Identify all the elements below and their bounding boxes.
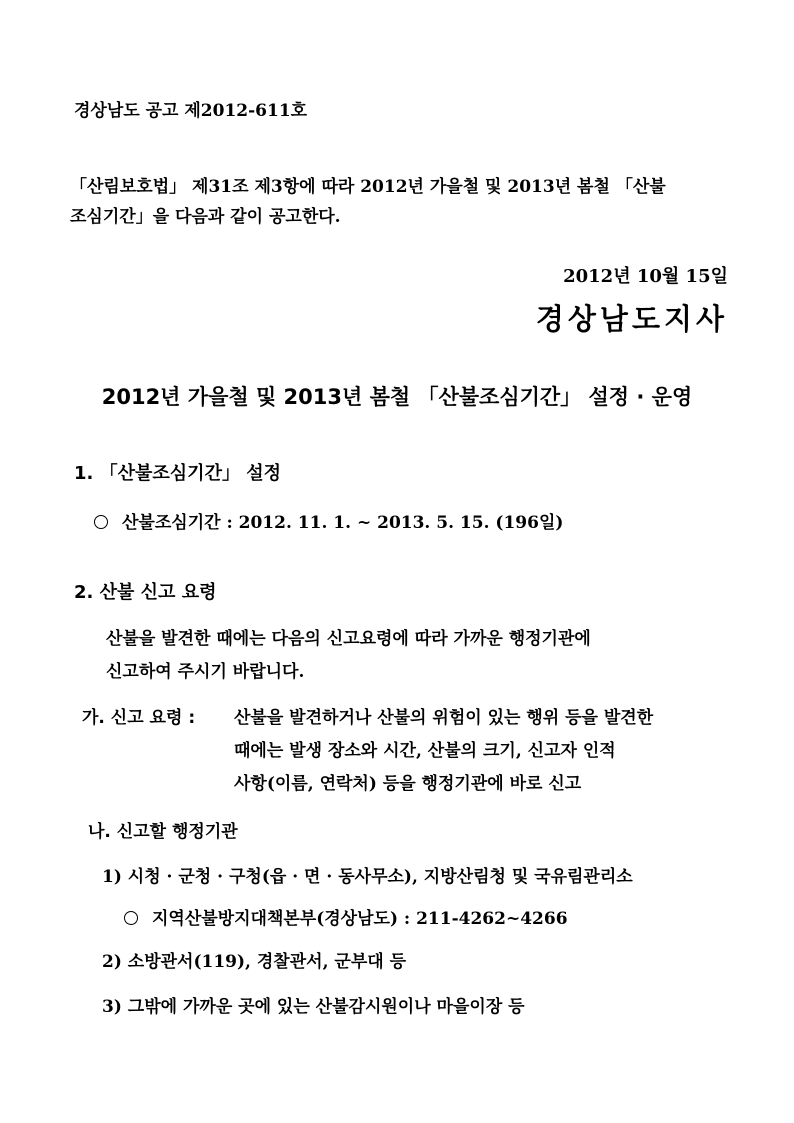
section-2-paragraph-line-1: 산불을 발견한 때에는 다음의 신고요령에 따라 가까운 행정기관에	[106, 629, 591, 649]
agency-item-3: 3) 그밖에 가까운 곳에 있는 산불감시원이나 마을이장 등	[102, 997, 525, 1017]
notice-number: 경상남도 공고 제2012-611호	[74, 101, 308, 121]
reporting-guide-line-2: 때에는 발생 장소와 시간, 산불의 크기, 신고자 인적	[234, 741, 616, 761]
fire-caution-period	[94, 508, 563, 533]
section-2-paragraph-line-2: 신고하여 주시기 바랍니다.	[106, 662, 305, 682]
reporting-guide-line-3: 사항(이름, 연락처) 등을 행정기관에 바로 신고	[234, 774, 582, 794]
document-title: 2012년 가을철 및 2013년 봄철 「산불조심기간」 설정 · 운영	[101, 385, 693, 409]
agency-sub-item-text: 지역산불방지대책본부(경상남도) : 211-4262~4266	[152, 909, 568, 929]
section-1-heading: 1. 「산불조심기간」 설정	[74, 463, 281, 484]
circle-bullet-icon	[94, 515, 108, 529]
intro-line-1: 「산림보호법」 제31조 제3항에 따라 2012년 가을철 및 2013년 봄철 「산불	[70, 177, 666, 197]
intro-line-2: 조심기간」을 다음과 같이 공고한다.	[70, 207, 341, 227]
circle-bullet-icon	[124, 911, 138, 925]
agency-item-2: 2) 소방관서(119), 경찰관서, 군부대 등	[102, 952, 407, 972]
section-2-heading: 2. 산불 신고 요령	[74, 582, 217, 603]
signer: 경상남도지사	[535, 302, 728, 336]
reporting-guide-label: 가. 신고 요령 :	[82, 708, 196, 728]
agency-item-1: 1) 시청 · 군청 · 구청(읍 · 면 · 동사무소), 지방산림청 및 국유림관리소	[102, 867, 633, 887]
agencies-label: 나. 신고할 행정기관	[88, 822, 238, 842]
reporting-guide-line-1: 산불을 발견하거나 산불의 위험이 있는 행위 등을 발견한	[234, 708, 654, 728]
agency-sub-item	[124, 904, 568, 929]
period-text: 산불조심기간 : 2012. 11. 1. ~ 2013. 5. 15. (196일)	[122, 513, 564, 533]
notice-date: 2012년 10월 15일	[563, 266, 728, 287]
